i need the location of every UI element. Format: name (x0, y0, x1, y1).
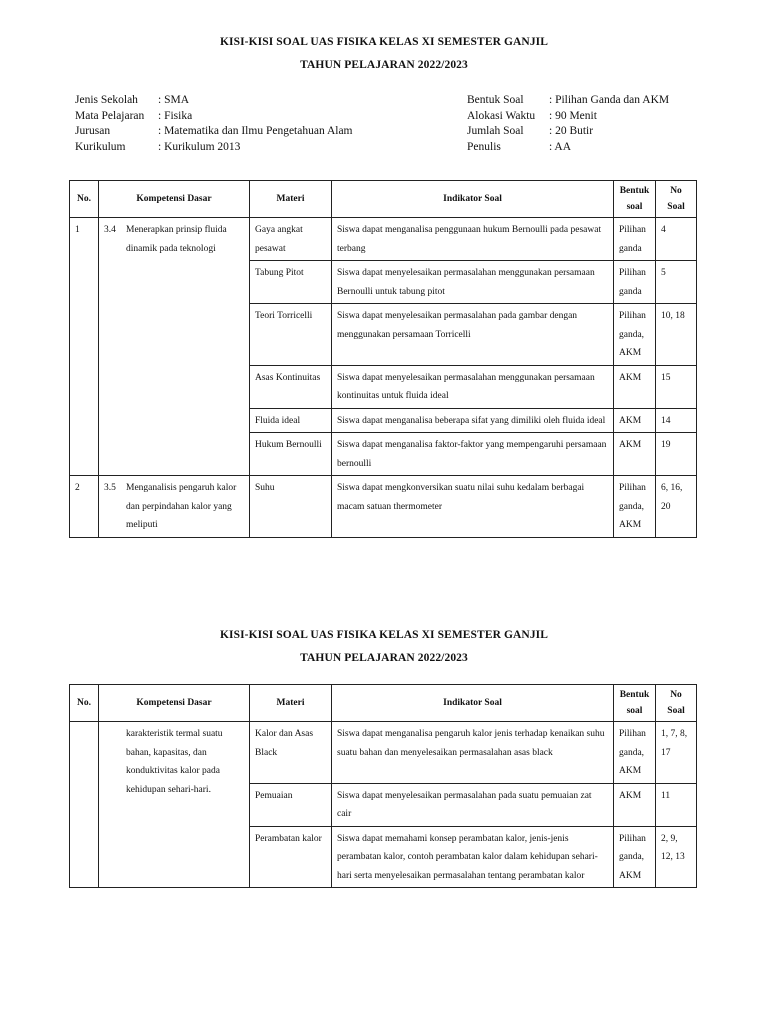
indikator-cell: Siswa dapat menganalisa beberapa sifat yang dimiliki oleh fluida ideal (332, 408, 614, 433)
materi-cell: Tabung Pitot (250, 261, 332, 304)
kompetensi-dasar-cell (99, 218, 250, 476)
meta-row (75, 109, 353, 125)
document-title-page2: KISI-KISI SOAL UAS FISIKA KELAS XI SEMESTER GANJIL (219, 629, 549, 641)
kd-text: Menerapkan prinsip fluida dinamik pada teknologi (126, 225, 227, 254)
header-kompetensi-dasar: Kompetensi Dasar (99, 181, 250, 218)
header-indikator-soal: Indikator Soal (332, 181, 614, 218)
table-row (70, 218, 697, 261)
meta-label: Bentuk Soal (467, 94, 524, 106)
document-subtitle: TAHUN PELAJARAN 2022/2023 (300, 59, 468, 71)
meta-value: : Matematika dan Ilmu Pengetahuan Alam (158, 125, 353, 137)
indikator-cell: Siswa dapat menyelesaikan permasalahan menggunakan persamaan Bernoulli untuk tabung pitot (332, 261, 614, 304)
meta-left (75, 93, 353, 155)
meta-value: : AA (549, 140, 572, 153)
meta-label: Mata Pelajaran (75, 109, 145, 122)
kd-code: 3.5 (104, 483, 116, 493)
row-number: 1 (70, 218, 99, 476)
meta-right (467, 93, 669, 155)
kompetensi-dasar-cell (99, 476, 250, 538)
meta-value: : Fisika (158, 109, 193, 122)
kd-code: 3.4 (104, 225, 116, 235)
header-bentuk-line1: Bentuk (619, 186, 650, 196)
header-nosoal-line2: Soal (667, 706, 685, 716)
table-row (70, 476, 697, 538)
nosoal-cell: 1, 7, 8, 17 (656, 722, 697, 784)
bentuk-cell: Pilihan ganda (614, 261, 656, 304)
bentuk-cell: Pilihan ganda, AKM (614, 722, 656, 784)
header-no-soal (656, 685, 697, 722)
row-number (70, 722, 99, 888)
nosoal-cell: 6, 16, 20 (656, 476, 697, 538)
meta-row (75, 124, 353, 140)
bentuk-cell: AKM (614, 408, 656, 433)
indikator-cell: Siswa dapat menganalisa faktor-faktor yang mempengaruhi persamaan bernoulli (332, 433, 614, 476)
bentuk-cell: Pilihan ganda (614, 218, 656, 261)
header-nosoal-line1: No (670, 690, 682, 700)
header-bentuk-line1: Bentuk (619, 690, 650, 700)
kisi-kisi-table (69, 180, 697, 538)
header-materi: Materi (250, 685, 332, 722)
header-bentuk-soal (614, 685, 656, 722)
bentuk-cell: AKM (614, 365, 656, 408)
header-bentuk-line2: soal (626, 202, 643, 212)
nosoal-cell: 11 (656, 783, 697, 826)
header-no: No. (70, 181, 99, 218)
meta-label: Jumlah Soal (467, 125, 524, 137)
meta-row (467, 124, 669, 140)
meta-value: : 90 Menit (549, 109, 597, 122)
meta-value: : Kurikulum 2013 (158, 140, 241, 153)
meta-value: : Pilihan Ganda dan AKM (549, 94, 670, 106)
meta-label: Jenis Sekolah (75, 94, 138, 106)
document-subtitle-page2: TAHUN PELAJARAN 2022/2023 (300, 652, 468, 664)
indikator-cell: Siswa dapat menyelesaikan permasalahan pada gambar dengan menggunakan persamaan Torricelli (332, 304, 614, 366)
header-no-soal (656, 181, 697, 218)
bentuk-cell: AKM (614, 433, 656, 476)
indikator-cell: Siswa dapat menganalisa penggunaan hukum Bernoulli pada pesawat terbang (332, 218, 614, 261)
table-header-row (70, 181, 697, 218)
nosoal-cell: 4 (656, 218, 697, 261)
bentuk-cell: AKM (614, 783, 656, 826)
header-bentuk-line2: soal (626, 706, 643, 716)
indikator-cell: Siswa dapat menyelesaikan permasalahan pada suatu pemuaian zat cair (332, 783, 614, 826)
nosoal-cell: 5 (656, 261, 697, 304)
meta-label: Alokasi Waktu (467, 109, 536, 122)
bentuk-cell: Pilihan ganda, AKM (614, 826, 656, 888)
materi-cell: Perambatan kalor (250, 826, 332, 888)
kd-text: karakteristik termal suatu bahan, kapasitas, dan konduktivitas kalor pada kehidupan sehari-hari. (126, 729, 223, 795)
table-row (70, 722, 697, 784)
meta-row (467, 140, 669, 156)
row-number: 2 (70, 476, 99, 538)
nosoal-cell: 10, 18 (656, 304, 697, 366)
header-materi: Materi (250, 181, 332, 218)
meta-row (467, 93, 669, 109)
meta-value: : 20 Butir (549, 125, 594, 137)
meta-row (75, 93, 353, 109)
nosoal-cell: 2, 9, 12, 13 (656, 826, 697, 888)
meta-row (75, 140, 353, 156)
header-nosoal-line2: Soal (667, 202, 685, 212)
materi-cell: Asas Kontinuitas (250, 365, 332, 408)
header-kompetensi-dasar: Kompetensi Dasar (99, 685, 250, 722)
materi-cell: Kalor dan Asas Black (250, 722, 332, 784)
meta-row (467, 109, 669, 125)
header-nosoal-line1: No (670, 186, 682, 196)
materi-cell: Pemuaian (250, 783, 332, 826)
indikator-cell: Siswa dapat menganalisa pengaruh kalor jenis terhadap kenaikan suhu suatu bahan dan menyelesaikan permasalahan asas black (332, 722, 614, 784)
meta-label: Jurusan (75, 125, 111, 137)
header-indikator-soal: Indikator Soal (332, 685, 614, 722)
meta-label: Penulis (467, 140, 501, 153)
nosoal-cell: 14 (656, 408, 697, 433)
bentuk-cell: Pilihan ganda, AKM (614, 476, 656, 538)
kd-text: Menganalisis pengaruh kalor dan perpindahan kalor yang meliputi (126, 483, 237, 530)
indikator-cell: Siswa dapat memahami konsep perambatan kalor, jenis-jenis perambatan kalor, contoh perambatan kalor dalam kehidupan sehari-hari serta menyelesaikan permasalahan tentang perambatan kalor (332, 826, 614, 888)
kisi-kisi-table-continued (69, 684, 697, 888)
nosoal-cell: 15 (656, 365, 697, 408)
nosoal-cell: 19 (656, 433, 697, 476)
materi-cell: Gaya angkat pesawat (250, 218, 332, 261)
kompetensi-dasar-cell (99, 722, 250, 888)
materi-cell: Teori Torricelli (250, 304, 332, 366)
materi-cell: Hukum Bernoulli (250, 433, 332, 476)
materi-cell: Fluida ideal (250, 408, 332, 433)
table-header-row (70, 685, 697, 722)
document-title: KISI-KISI SOAL UAS FISIKA KELAS XI SEMESTER GANJIL (219, 36, 549, 48)
header-bentuk-soal (614, 181, 656, 218)
header-no: No. (70, 685, 99, 722)
meta-label: Kurikulum (75, 140, 126, 153)
indikator-cell: Siswa dapat menyelesaikan permasalahan menggunakan persamaan kontinuitas untuk fluida ideal (332, 365, 614, 408)
meta-value: : SMA (158, 94, 189, 106)
indikator-cell: Siswa dapat mengkonversikan suatu nilai suhu kedalam berbagai macam satuan thermometer (332, 476, 614, 538)
materi-cell: Suhu (250, 476, 332, 538)
bentuk-cell: Pilihan ganda, AKM (614, 304, 656, 366)
